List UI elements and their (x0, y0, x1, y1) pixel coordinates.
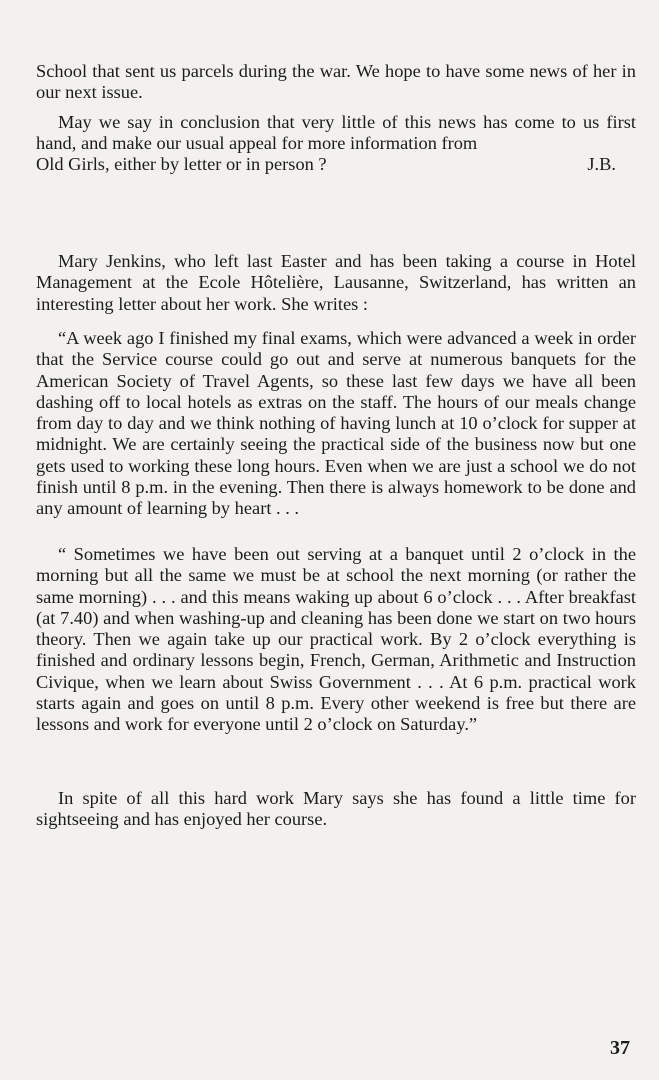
signature-initials: J.B. (587, 154, 616, 174)
paragraph-conclusion: In spite of all this hard work Mary says she has found a little time for sightseeing and has enjoyed her course. (36, 788, 636, 830)
appeal-closing-text: Old Girls, either by letter or in person ? (36, 154, 327, 174)
paragraph-school-parcels: School that sent us parcels during the war. We hope to have some news of her in our next issue. (36, 61, 636, 103)
page-number: 37 (610, 1037, 630, 1059)
paragraph-letter-quote-1: “A week ago I finished my final exams, which were advanced a week in order that the Service course could go out and serve at numerous banquets for the American Society of Travel Agents, so these last few days we have all been dashing off to local hotels as extras on the staff. The hours of our meals change from day to day and we think nothing of having lunch at 10 o’clock for supper at midnight. We are certainly seeing the practical side of the business now but one gets used to working these long hours. Even when we are just a school we do not finish until 8 p.m. in the evening. Then there is always homework to be done and any amount of learning by heart . . . (36, 328, 636, 519)
paragraph-letter-quote-2: “ Sometimes we have been out serving at a banquet until 2 o’clock in the morning but all the same we must be at school the next morning (or rather the same morning) . . . and this means waking up about 6 o’clock . . . After breakfast (at 7.40) and when washing-up and cleaning has been done we start on two hours theory. Then we again take up our practical work. By 2 o’clock everything is finished and ordinary lessons begin, French, German, Arithmetic and Instruction Civique, when we learn about Swiss Government . . . At 6 p.m. practical work starts again and goes on until 8 p.m. Every other weekend is free but there are lessons and work for everyone until 2 o’clock on Saturday.” (36, 544, 636, 735)
paragraph-appeal: May we say in conclusion that very little of this news has come to us first hand, and make our usual appeal for more information from (36, 112, 636, 154)
paragraph-mary-jenkins-intro: Mary Jenkins, who left last Easter and has been taking a course in Hotel Management at the Ecole Hôtelière, Lausanne, Switzerland, has written an interesting letter about her work. She writes : (36, 251, 636, 314)
appeal-closing-line (36, 154, 616, 175)
